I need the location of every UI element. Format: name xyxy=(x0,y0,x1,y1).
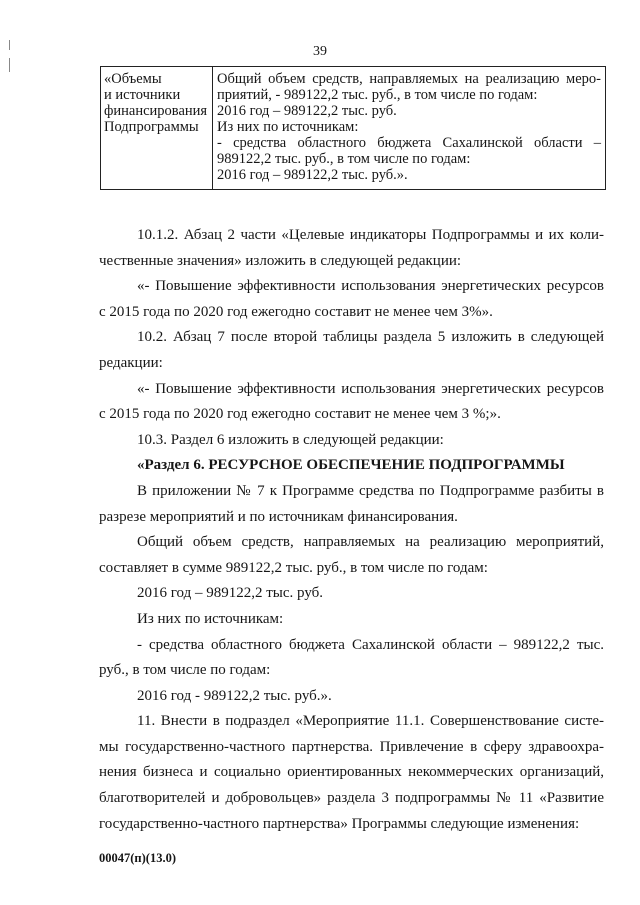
paragraph-line: Общий объем средств, направляемых на реализацию мероприятий, xyxy=(137,534,604,551)
table-label-cell xyxy=(101,67,213,190)
paragraph-line: государственно-частного партнерства» Программы следующие изменения: xyxy=(99,815,580,832)
section-heading: «Раздел 6. РЕСУРСНОЕ ОБЕСПЕЧЕНИЕ ПОДПРОГРАММЫ xyxy=(137,457,565,474)
paragraph-line: 11. Внести в подраздел «Мероприятие 11.1. Совершенствование систе- xyxy=(137,713,604,730)
value-line: 989122,2 тыс. руб., в том числе по годам: xyxy=(217,151,471,167)
page-number: 39 xyxy=(313,44,327,59)
paragraph-line: В приложении № 7 к Программе средства по Подпрограмме разбиты в xyxy=(137,482,604,499)
paragraph-line: благотворителей и добровольцев» раздела 3 подпрограммы № 11 «Развитие xyxy=(99,790,604,807)
paragraph-line: с 2015 года по 2020 год ежегодно составит не менее чем 3%». xyxy=(99,303,493,320)
label-line: и источники xyxy=(104,87,181,103)
paragraph-line: 10.1.2. Абзац 2 части «Целевые индикаторы Подпрограммы и их коли- xyxy=(137,227,604,243)
paragraph-line: руб., в том числе по годам: xyxy=(99,662,271,679)
paragraph-line: 10.2. Абзац 7 после второй таблицы раздела 5 изложить в следующей xyxy=(137,329,604,346)
paragraph-line: 2016 год - 989122,2 тыс. руб.». xyxy=(137,687,332,704)
value-line: Из них по источникам: xyxy=(217,119,359,135)
value-line: 2016 год – 989122,2 тыс. руб. xyxy=(217,103,397,119)
paragraph-line: нения бизнеса и социально ориентированных некоммерческих организаций, xyxy=(99,764,604,781)
paragraph-line: разрезе мероприятий и по источникам финансирования. xyxy=(99,508,458,525)
paragraph-line: редакции: xyxy=(99,354,163,371)
document-code: 00047(п)(13.0) xyxy=(99,851,176,865)
document-body xyxy=(99,223,604,837)
paragraph-line: с 2015 года по 2020 год ежегодно составит не менее чем 3 %;». xyxy=(99,406,501,423)
value-line: приятий, - 989122,2 тыс. руб., в том числе по годам: xyxy=(217,87,538,103)
paragraph-line: «- Повышение эффективности использования энергетических ресурсов xyxy=(137,380,604,397)
paragraph-line: составляет в сумме 989122,2 тыс. руб., в том числе по годам: xyxy=(99,559,488,576)
value-line: 2016 год – 989122,2 тыс. руб.». xyxy=(217,167,408,183)
paragraph-line: мы государственно-частного партнерства. Привлечение в сферу здравоохра- xyxy=(99,738,604,755)
paragraph-line: 10.3. Раздел 6 изложить в следующей редакции: xyxy=(137,431,444,448)
paragraph-line: - средства областного бюджета Сахалинской области – 989122,2 тыс. xyxy=(137,636,604,653)
subprogram-funding-table xyxy=(100,66,606,190)
label-line: «Объемы xyxy=(104,71,162,87)
value-line: Общий объем средств, направляемых на реализацию меро- xyxy=(217,71,601,87)
paragraph-line: 2016 год – 989122,2 тыс. руб. xyxy=(137,585,324,602)
scan-edge-mark xyxy=(9,58,10,72)
paragraph-line: Из них по источникам: xyxy=(137,610,284,627)
label-line: финансирования xyxy=(104,103,208,119)
table-value-cell xyxy=(213,67,606,190)
paragraph-line: «- Повышение эффективности использования энергетических ресурсов xyxy=(137,278,604,295)
paragraph-line: чественные значения» изложить в следующей редакции: xyxy=(99,252,462,269)
value-line: - средства областного бюджета Сахалинской области – xyxy=(217,135,601,151)
label-line: Подпрограммы xyxy=(104,119,199,135)
table-row xyxy=(101,67,606,190)
